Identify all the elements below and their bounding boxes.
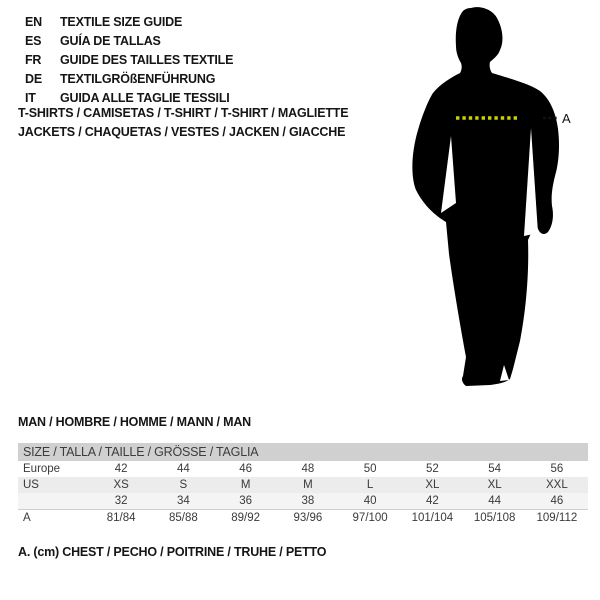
size-cell: 105/108 [473,512,516,524]
size-cell: 44 [176,463,190,475]
size-cell: 32 [114,495,128,507]
row-label: A [23,512,31,524]
language-label: GUÍA DE TALLAS [60,34,161,49]
row-label: US [23,479,39,491]
size-cell: L [366,479,374,491]
language-row [25,13,233,32]
measure-label-a: A [562,111,571,126]
size-cell: 42 [425,495,439,507]
measurement-footnote: A. (cm) CHEST / PECHO / POITRINE / TRUHE / PETTO [18,545,327,559]
language-code: EN [25,15,42,30]
man-silhouette-svg [405,4,585,396]
size-cell: 48 [301,463,315,475]
garment-type-tshirts: T-SHIRTS / CAMISETAS / T-SHIRT / T-SHIRT / MAGLIETTE [18,106,349,120]
size-cell: 101/104 [411,512,454,524]
language-row [25,51,233,70]
language-label: GUIDE DES TAILLES TEXTILE [60,52,234,67]
size-cell: XXL [546,479,568,491]
size-cell: 42 [114,463,128,475]
size-cell: 97/100 [352,512,388,524]
size-row-europe [18,461,588,477]
language-code: ES [25,34,42,49]
language-label: TEXTILGRÖßENFÜHRUNG [60,71,216,86]
garment-type-list [18,104,348,141]
size-cell: 36 [239,495,253,507]
man-silhouette [412,7,559,386]
size-cell: 109/112 [536,512,578,524]
size-cell: 46 [550,495,564,507]
language-code: DE [25,71,42,86]
row-label [18,493,90,509]
size-cell: S [179,479,188,491]
size-cell: 56 [550,463,564,475]
man-silhouette-figure [405,4,585,396]
size-cell: M [240,479,251,491]
language-label: TEXTILE SIZE GUIDE [60,15,183,30]
size-row-chest [18,509,588,526]
size-cell: XL [425,479,440,491]
size-cell: 85/88 [168,512,198,524]
size-cell: 93/96 [293,512,323,524]
size-cell: 40 [363,495,377,507]
size-cell: 44 [488,495,502,507]
size-cell: M [303,479,313,491]
language-list [25,13,233,107]
size-cell: 81/84 [106,512,136,524]
size-cell: XL [487,479,502,491]
language-code: IT [25,90,36,105]
language-code: FR [25,52,42,67]
size-cell: 89/92 [231,512,261,524]
garment-type-jackets: JACKETS / CHAQUETAS / VESTES / JACKEN / GIACCHE [18,124,346,139]
size-cell: 50 [363,463,377,475]
size-cell: 54 [488,463,502,475]
size-table [18,443,588,526]
gender-label: MAN / HOMBRE / HOMME / MANN / MAN [18,415,251,429]
size-row-numeric [18,493,588,509]
size-row-us [18,477,588,493]
language-row [25,32,233,51]
language-row [25,69,233,88]
size-cell: 38 [301,495,315,507]
row-label: Europe [23,463,61,475]
size-cell: 34 [176,495,190,507]
size-cell: 46 [239,463,253,475]
language-label: GUIDA ALLE TAGLIE TESSILI [60,90,230,105]
size-table-header: SIZE / TALLA / TAILLE / GRÖSSE / TAGLIA [18,443,588,461]
size-cell: 52 [425,463,439,475]
size-cell: XS [113,479,129,491]
